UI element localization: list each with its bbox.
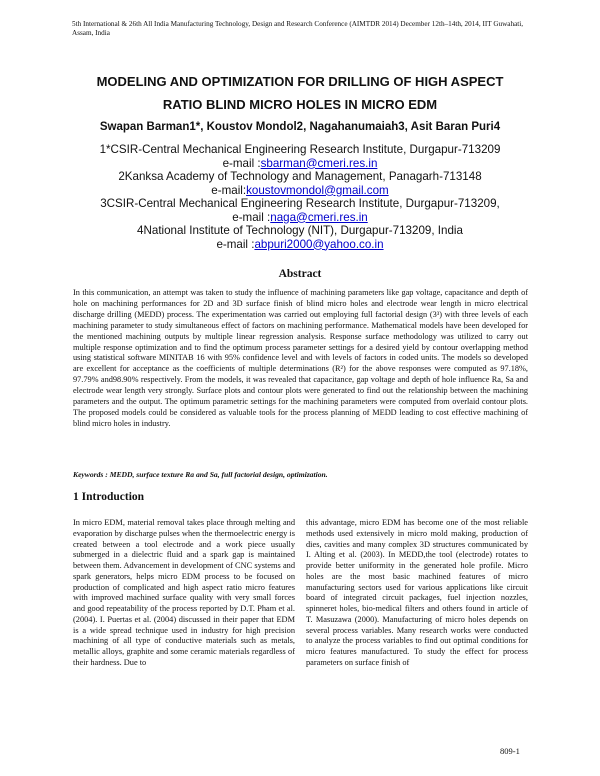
title-line-2: RATIO BLIND MICRO HOLES IN MICRO EDM — [162, 97, 438, 112]
affiliation-3: 3CSIR-Central Mechanical Engineering Research Institute, Durgapur-713209, — [100, 197, 500, 210]
affiliations — [80, 143, 520, 251]
intro-column-right: this advantage, micro EDM has become one of the most reliable methods used extensively in micro mold making, production of dies, cavities and many complex 3D structures communicated by I. Alting et al. (2003). In MEDD,the tool (electrode) rotates to provide better uniformity in the generated hole profile. Micro holes are the most basic machined features of micro manufacturing sectors used for various applications like circuit board of integrated circuit packages, fuel injection nozzles, spinneret holes, bio-medical filters and others found in article of T. Masuzawa (2000). Manufacturing of micro holes depends on several process variables. Many research works were conducted to analyze the process variables to find out optimal conditions for micro features manufactured. To study the effect for process parameters on surface finish of — [306, 518, 528, 667]
email-line-3: e-mail :naga@cmeri.res.in — [232, 210, 368, 224]
email-line-1: e-mail :sbarman@cmeri.res.in — [222, 156, 378, 170]
affiliation-1: 1*CSIR-Central Mechanical Engineering Research Institute, Durgapur-713209 — [99, 143, 501, 156]
conference-header: 5th International & 26th All India Manufacturing Technology, Design and Research Conference (AIMTDR 2014) December 12th–14th, 2014, IIT Guwahati, Assam, India — [72, 20, 524, 37]
email-line-4: e-mail :abpuri2000@yahoo.co.in — [216, 237, 384, 251]
page-number: 809-1 — [500, 746, 520, 756]
affiliation-2: 2Kanksa Academy of Technology and Management, Panagarh-713148 — [118, 170, 482, 183]
section-heading-introduction: 1 Introduction — [73, 491, 145, 503]
email-link-2[interactable]: koustovmondol@gmail.com — [246, 183, 389, 197]
abstract-body: In this communication, an attempt was taken to study the influence of machining parameters like gap voltage, capacitance and depth of hole on machining performances for 2D and 3D surface finish of blind micro holes and electrode wear length in micro electrical discharge drilling (MEDD) process. The experimentation was carried out employing full factorial design (3³) with three levels of each machining parameter to study simultaneous effect of factors on machining performance. Mathematical models have been developed for the mentioned machining outputs by multiple linear regression analysis. Response surface methodology was utilized to carry out multiple response optimization and to find the optimum process parameter settings for a desired yield by contour overlapping method using statistical software MINITAB 16 with 95% confidence level and with levels of factors in coded units. The models so developed are excellent for acceptance as the coefficients of multiple determinations (R²) for the above responses were computed as 97.18%, 97.79% and98.90% respectively. From the models, it was revealed that capacitance, gap voltage and depth of hole influence Ra, Sa and electrode wear length very strongly. Surface plots and contour plots were generated to find out the relationship between the machining parameters and the output. The optimum parametric settings for the machining parameters were computed from overlaid contour plots. The proposed models could be considered as valuable tools for the process planning of MEDD leading to cost effective machining of blind micro holes in industry. — [73, 288, 528, 428]
paper-title — [60, 70, 540, 116]
email-line-2: e-mail:koustovmondol@gmail.com — [211, 183, 389, 197]
keywords: Keywords : MEDD, surface texture Ra and Sa, full factorial design, optimization. — [73, 470, 328, 479]
affiliation-4: 4National Institute of Technology (NIT), Durgapur-713209, India — [137, 224, 463, 237]
intro-column-left: In micro EDM, material removal takes place through melting and evaporation by discharge pulses when the thermoelectric energy is created between a tool electrode and a work piece usually submerged in a dielectric fluid and a spark gap is maintained between them. Advancement in development of CNC systems and spark generators, helps micro EDM process to be focused on production of complicated and high aspect ratio micro features with improved machined surface quality with very small forces and good repeatability of the process reported by D.T. Pham et al. (2004). I. Puertas et al. (2004) discussed in their paper that EDM is a wide spread technique used in industry for high precision machining of all type of conductive materials such as metals, metallic alloys, graphite and some ceramic materials regardless of their hardness. Due to — [73, 518, 295, 667]
email-link-3[interactable]: naga@cmeri.res.in — [270, 210, 368, 224]
email-link-4[interactable]: abpuri2000@yahoo.co.in — [254, 237, 384, 251]
author-list: Swapan Barman1*, Koustov Mondol2, Nagahanumaiah3, Asit Baran Puri4 — [99, 121, 501, 133]
title-line-1: MODELING AND OPTIMIZATION FOR DRILLING OF HIGH ASPECT — [96, 74, 504, 89]
email-link-1[interactable]: sbarman@cmeri.res.in — [260, 156, 378, 170]
abstract-heading: Abstract — [278, 268, 322, 280]
